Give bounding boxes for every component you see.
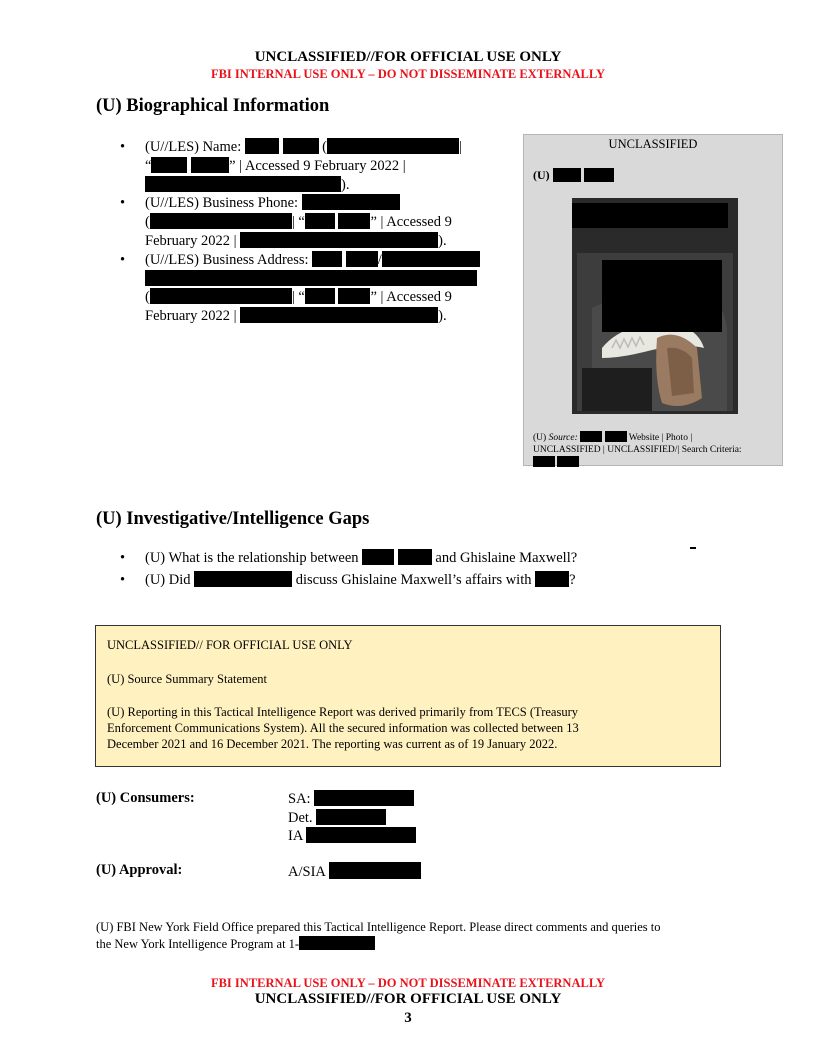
gaps-list xyxy=(120,549,705,590)
redaction xyxy=(535,571,569,587)
redaction xyxy=(312,251,342,267)
redaction xyxy=(151,157,187,173)
header-classification: UNCLASSIFIED//FOR OFFICIAL USE ONLY xyxy=(254,49,562,65)
redaction xyxy=(605,431,627,442)
photo-caption: (U) Source: Website | Photo | UNCLASSIFIED | UNCLASSIFIED/| Search Criteria: xyxy=(533,431,783,469)
page-number: 3 xyxy=(404,1010,412,1026)
redaction xyxy=(584,168,614,182)
redaction xyxy=(240,232,438,248)
redaction xyxy=(346,251,378,267)
bullet-icon: • xyxy=(120,571,126,588)
footer-dissemination: FBI INTERNAL USE ONLY – DO NOT DISSEMINATE EXTERNALLY xyxy=(210,976,606,990)
redaction xyxy=(240,307,438,323)
footer-classification: UNCLASSIFIED//FOR OFFICIAL USE ONLY xyxy=(254,991,562,1007)
redaction xyxy=(314,790,414,806)
redaction xyxy=(305,213,335,229)
redaction xyxy=(306,827,416,843)
source-summary-heading: (U) Source Summary Statement xyxy=(107,672,268,686)
redaction xyxy=(145,176,341,192)
redaction xyxy=(362,549,394,565)
gaps-section-title: (U) Investigative/Intelligence Gaps xyxy=(96,509,370,529)
bio-section-title: (U) Biographical Information xyxy=(96,96,330,116)
redaction xyxy=(305,288,335,304)
photo-classification: UNCLASSIFIED xyxy=(608,137,698,151)
redaction xyxy=(302,194,400,210)
photo-label: (U) xyxy=(533,168,614,183)
redaction xyxy=(327,138,459,154)
bio-list xyxy=(120,138,515,326)
redaction xyxy=(382,251,480,267)
photo-panel xyxy=(523,134,783,466)
redaction xyxy=(572,203,728,228)
redaction xyxy=(557,456,579,467)
redaction xyxy=(338,288,370,304)
consumers-label: (U) Consumers: xyxy=(96,790,195,806)
redaction xyxy=(299,936,375,950)
source-summary-body: (U) Reporting in this Tactical Intelligence Report was derived primarily from TECS (Treasury Enforcement Communications System). All the secured information was collected between 13 December 2021 and 16 December 2021. The reporting was current as of 19 January 2022. xyxy=(107,705,579,751)
approval-label: (U) Approval: xyxy=(96,862,183,878)
bio-phone-item: • (U//LES) Business Phone: ( | “ ” | Accessed 9 February 2022 | ). xyxy=(120,195,452,249)
approval-value: A/SIA xyxy=(288,862,421,881)
subject-photo xyxy=(572,198,738,414)
redaction xyxy=(316,809,386,825)
header-dissemination: FBI INTERNAL USE ONLY – DO NOT DISSEMINATE EXTERNALLY xyxy=(210,67,606,81)
redaction xyxy=(338,213,370,229)
redaction xyxy=(398,549,432,565)
consumers-list: SA: Det. IA xyxy=(288,790,416,846)
redaction xyxy=(145,270,477,286)
redaction xyxy=(329,862,421,879)
bullet-icon: • xyxy=(120,550,126,566)
gap-question-2: • (U) Did discuss Ghislaine Maxwell’s affairs with ? xyxy=(120,571,576,588)
footnote: (U) FBI New York Field Office prepared this Tactical Intelligence Report. Please direct comments and queries to the New York Intelligence Program at 1- xyxy=(96,920,661,951)
redaction xyxy=(580,431,602,442)
bullet-icon: • xyxy=(120,139,126,155)
source-summary-box xyxy=(95,625,721,767)
redaction xyxy=(150,213,292,229)
bio-name-item: • (U//LES) Name: ( | “ ” | Accessed 9 February 2022 | ). xyxy=(120,139,462,193)
bullet-icon: • xyxy=(120,195,126,212)
gap-question-1: • (U) What is the relationship between and Ghislaine Maxwell? xyxy=(120,550,578,566)
source-box-classification: UNCLASSIFIED// FOR OFFICIAL USE ONLY xyxy=(107,638,353,652)
redaction xyxy=(533,456,555,467)
bullet-icon: • xyxy=(120,251,126,268)
redaction xyxy=(602,260,722,332)
redaction xyxy=(191,157,229,173)
redaction xyxy=(245,138,279,154)
redaction xyxy=(553,168,581,182)
redaction xyxy=(150,288,292,304)
bio-address-item: • (U//LES) Business Address: / ( | “ ” | Accessed 9 February 2022 | ). xyxy=(145,251,515,326)
redaction xyxy=(283,138,319,154)
redaction xyxy=(194,571,292,587)
